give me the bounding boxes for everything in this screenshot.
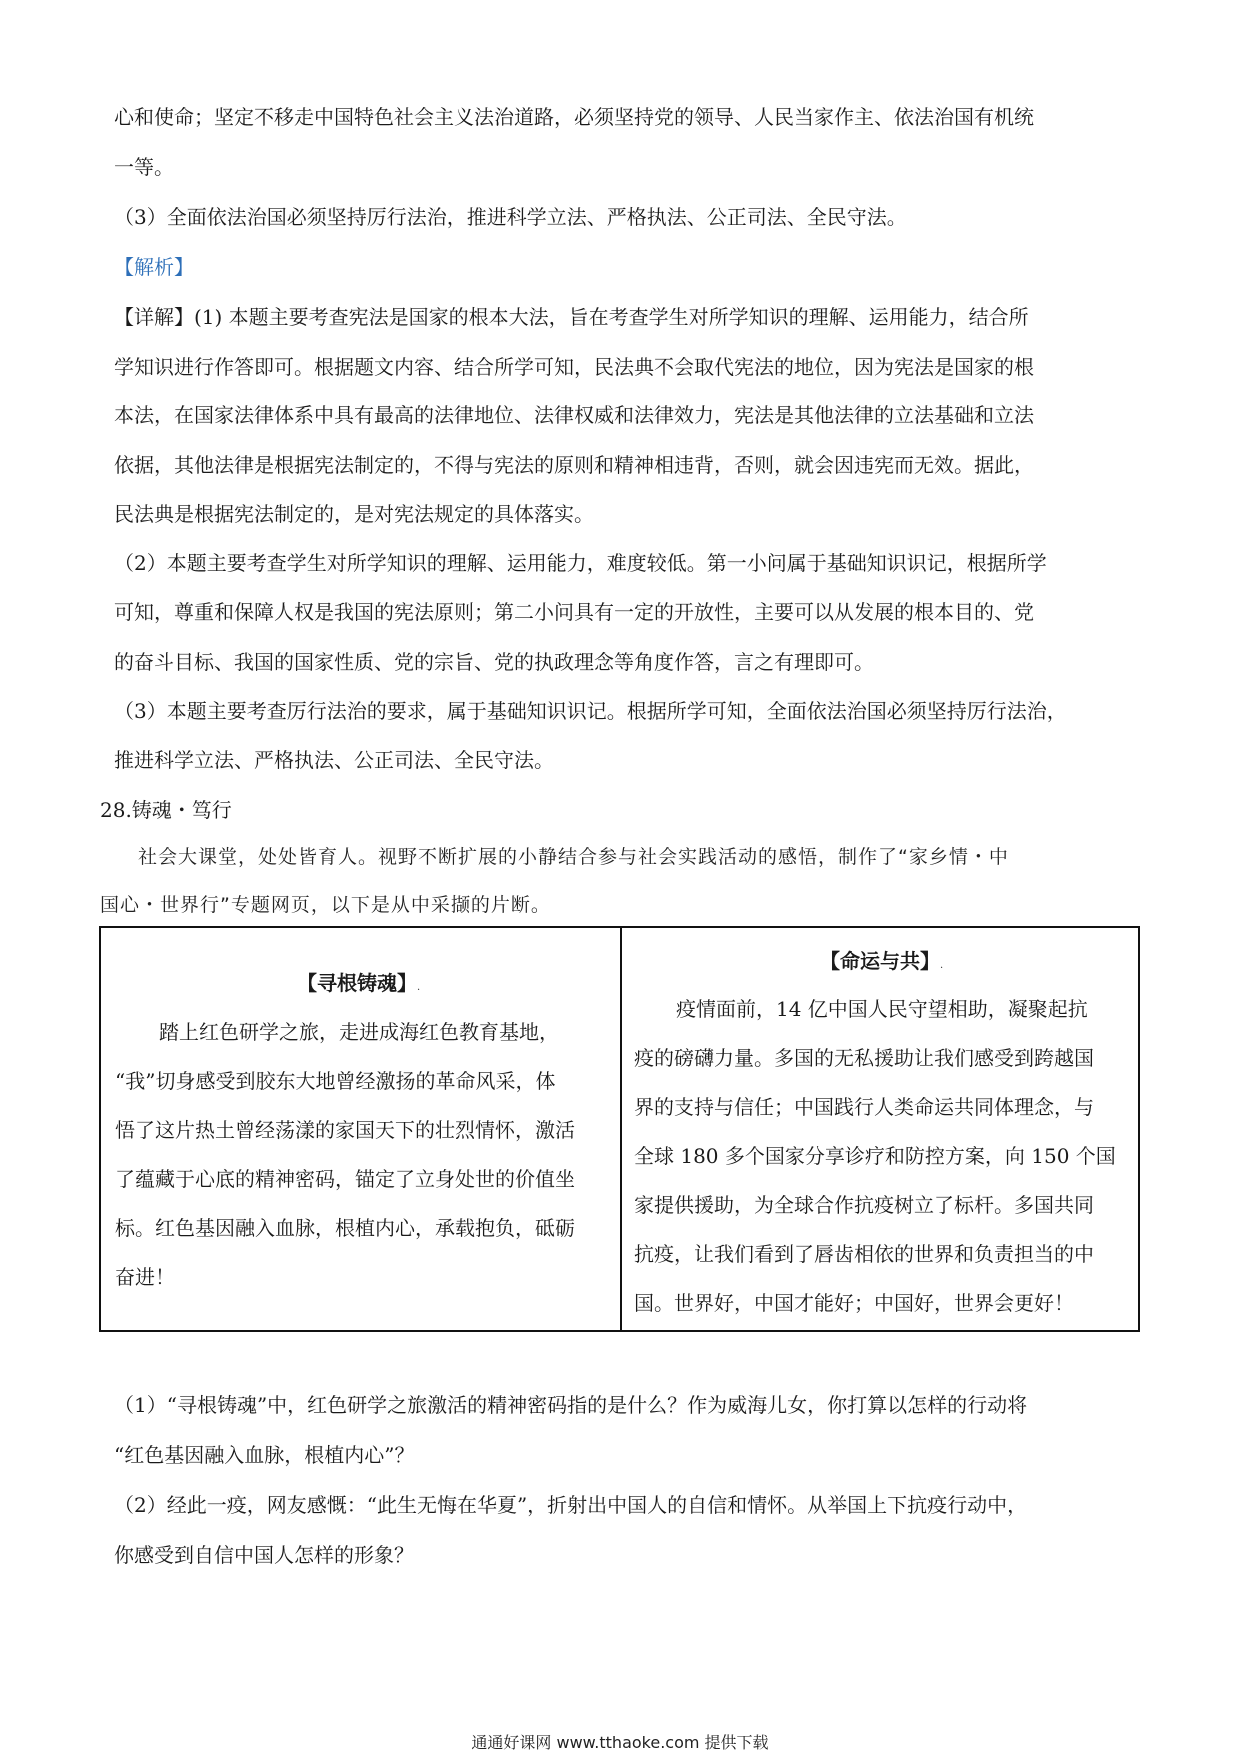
- analysis-line: （3）本题主要考查厉行法治的要求，属于基础知识识记。根据所学可知，全面依法治国必须坚持厉行法治，: [114, 699, 1067, 723]
- answer-text-line: 一等。: [114, 155, 174, 179]
- left-cell-line: 标。红色基因融入血脉，根植内心，承载抱负，砥砺: [115, 1216, 575, 1240]
- analysis-line: 可知，尊重和保障人权是我国的宪法原则；第二小问具有一定的开放性，主要可以从发展的根本目的、党: [114, 600, 1034, 624]
- question-intro-line: 社会大课堂，处处皆育人。视野不断扩展的小静结合参与社会实践活动的感悟，制作了“家乡情・中: [138, 846, 1009, 868]
- left-cell-line: 踏上红色研学之旅，走进成海红色教育基地，: [159, 1020, 559, 1044]
- right-cell-line: 界的支持与信任；中国践行人类命运共同体理念，与: [634, 1095, 1094, 1119]
- right-cell-line: 抗疫，让我们看到了唇齿相依的世界和负责担当的中: [634, 1242, 1094, 1266]
- material-table: [99, 926, 1140, 1332]
- analysis-line: 的奋斗目标、我国的国家性质、党的宗旨、党的执政理念等角度作答，言之有理即可。: [114, 650, 874, 674]
- page-footer: 通通好课网 www.tthaoke.com 提供下载: [471, 1733, 769, 1752]
- question-intro-line: 国心・世界行”专题网页，以下是从中采撷的片断。: [100, 894, 551, 916]
- right-cell-line: 家提供援助，为全球合作抗疫树立了标杆。多国共同: [634, 1193, 1094, 1217]
- right-cell-line: 疫情面前，14 亿中国人民守望相助，凝聚起抗: [676, 997, 1088, 1021]
- left-cell-title: [297, 968, 420, 1003]
- right-cell-mark: .: [940, 960, 944, 971]
- analysis-line: （2）本题主要考查学生对所学知识的理解、运用能力，难度较低。第一小问属于基础知识识记，根据所学: [114, 551, 1047, 575]
- sub-question-line: （1）“寻根铸魂”中，红色研学之旅激活的精神密码指的是什么？作为威海儿女，你打算以怎样的行动将: [114, 1393, 1028, 1417]
- sub-question-line: （2）经此一疫，网友感慨：“此生无悔在华夏”，折射出中国人的自信和情怀。从举国上下抗疫行动中，: [114, 1493, 1028, 1517]
- analysis-heading: 【解析】: [114, 255, 194, 279]
- answer-text-line: （3）全面依法治国必须坚持厉行法治，推进科学立法、严格执法、公正司法、全民守法。: [114, 205, 907, 229]
- left-cell-line: 奋进！: [115, 1265, 175, 1289]
- analysis-line: 依据，其他法律是根据宪法制定的，不得与宪法的原则和精神相违背，否则，就会因违宪而无效。据此，: [114, 453, 1034, 477]
- right-cell-title: [820, 946, 943, 981]
- analysis-line: 本法，在国家法律体系中具有最高的法律地位、法律权威和法律效力，宪法是其他法律的立法基础和立法: [114, 403, 1034, 427]
- analysis-line: 推进科学立法、严格执法、公正司法、全民守法。: [114, 748, 554, 772]
- answer-text-line: 心和使命；坚定不移走中国特色社会主义法治道路，必须坚持党的领导、人民当家作主、依法治国有机统: [114, 105, 1034, 129]
- analysis-line: 学知识进行作答即可。根据题文内容、结合所学可知，民法典不会取代宪法的地位，因为宪法是国家的根: [114, 355, 1034, 379]
- question-title: 28.铸魂・笃行: [100, 798, 232, 822]
- sub-question-line: 你感受到自信中国人怎样的形象？: [114, 1543, 414, 1567]
- left-cell-line: “我”切身感受到胶东大地曾经激扬的革命风采，体: [115, 1069, 556, 1093]
- sub-question-line: “红色基因融入血脉，根植内心”？: [114, 1443, 415, 1467]
- analysis-line: 民法典是根据宪法制定的，是对宪法规定的具体落实。: [114, 502, 594, 526]
- right-cell-line: 全球 180 多个国家分享诊疗和防控方案，向 150 个国: [634, 1144, 1116, 1168]
- left-cell-line: 悟了这片热土曾经荡漾的家国天下的壮烈情怀，激活: [115, 1118, 575, 1142]
- right-cell-line: 国。世界好，中国才能好；中国好，世界会更好！: [634, 1291, 1074, 1315]
- right-cell-line: 疫的磅礴力量。多国的无私援助让我们感受到跨越国: [634, 1046, 1094, 1070]
- right-cell-title-text: 【命运与共】: [820, 949, 940, 973]
- analysis-line: 【详解】(1) 本题主要考查宪法是国家的根本大法，旨在考查学生对所学知识的理解、运用能力，结合所: [114, 305, 1029, 329]
- left-cell-mark: .: [417, 982, 421, 993]
- left-cell-line: 了蕴藏于心底的精神密码，锚定了立身处世的价值坐: [115, 1167, 575, 1191]
- table-divider: [620, 928, 622, 1330]
- left-cell-title-text: 【寻根铸魂】: [297, 971, 417, 995]
